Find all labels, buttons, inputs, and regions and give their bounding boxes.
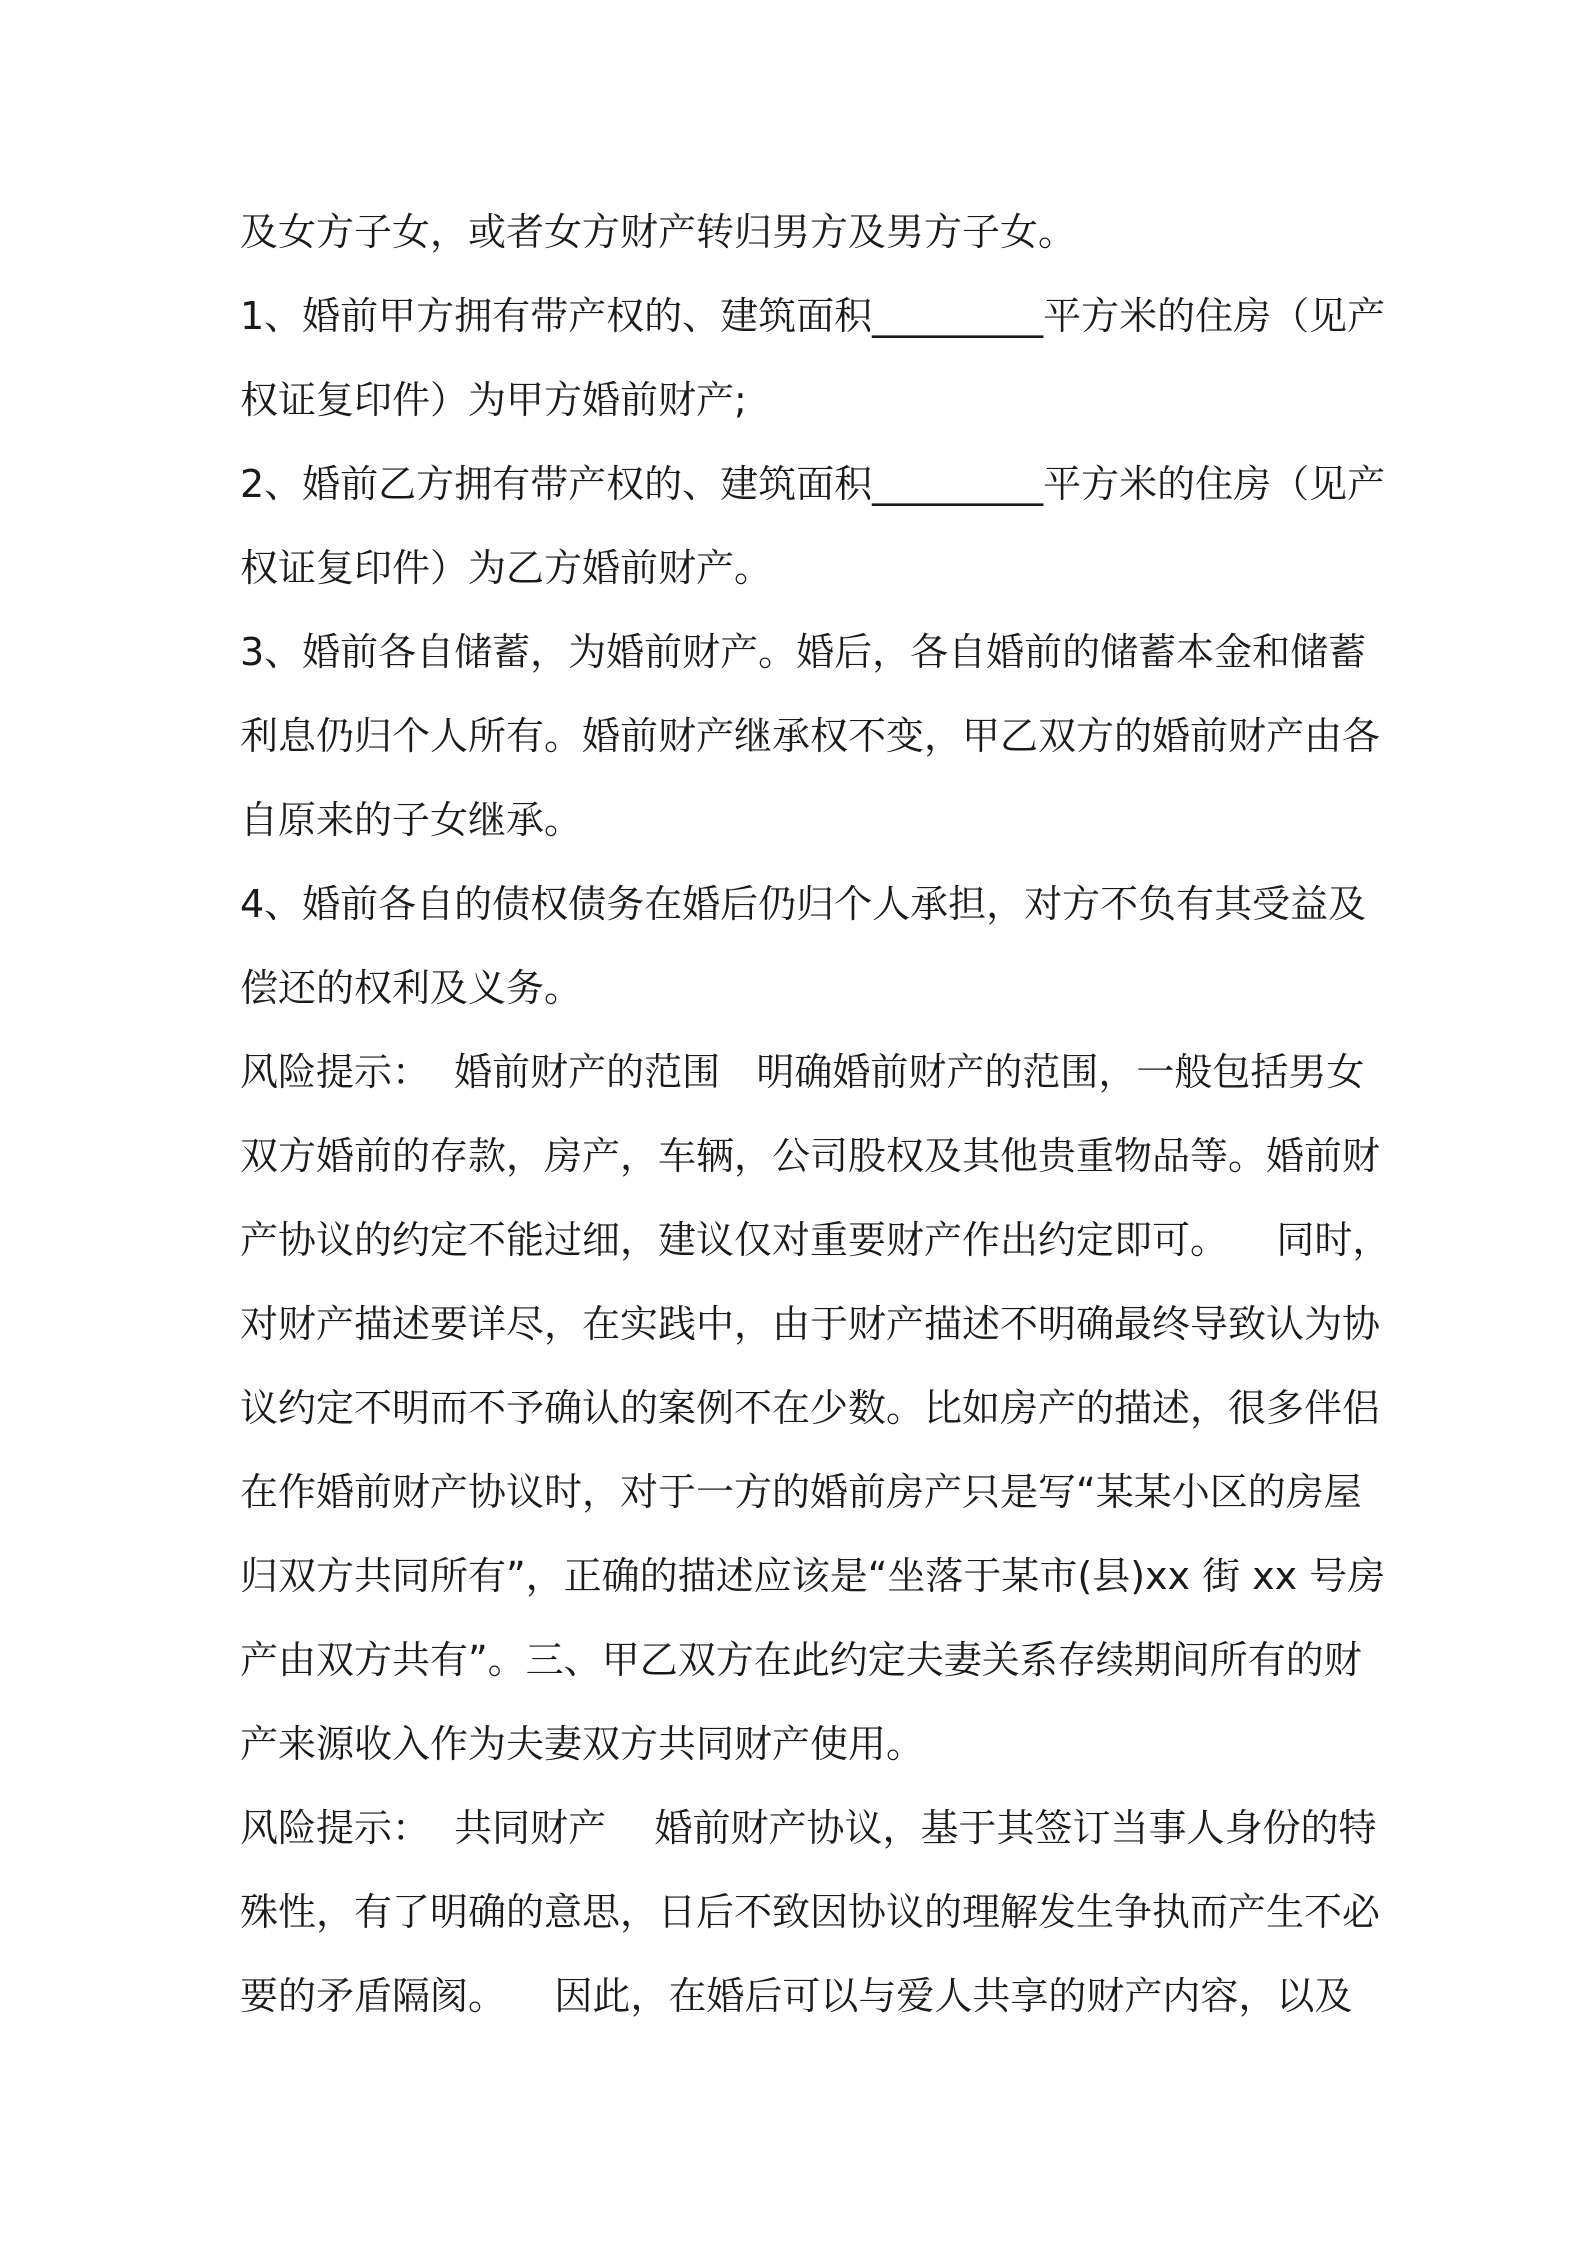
text-line: 自原来的子女继承。 [240, 798, 583, 842]
text-line: 在作婚前财产协议时，对于一方的婚前房产只是写“某某小区的房屋 [240, 1470, 1362, 1514]
text-line: 利息仍归个人所有。婚前财产继承权不变，甲乙双方的婚前财产由各 [240, 714, 1381, 758]
text-line: 对财产描述要详尽，在实践中，由于财产描述不明确最终导致认为协 [240, 1302, 1381, 1346]
text-line: 风险提示： 共同财产 婚前财产协议，基于其签订当事人身份的特 [240, 1806, 1377, 1850]
text-line: 要的矛盾隔阂。 因此，在婚后可以与爱人共享的财产内容，以及 [240, 1974, 1353, 2018]
text-line: 权证复印件）为乙方婚前财产。 [240, 546, 773, 590]
text-line: 偿还的权利及义务。 [240, 966, 583, 1010]
text-line: 双方婚前的存款，房产，车辆，公司股权及其他贵重物品等。婚前财 [240, 1134, 1381, 1178]
text-line: 权证复印件）为甲方婚前财产; [240, 378, 747, 422]
text-line: 风险提示： 婚前财产的范围 明确婚前财产的范围，一般包括男女 [240, 1050, 1365, 1094]
text-line: 3、婚前各自储蓄，为婚前财产。婚后，各自婚前的储蓄本金和储蓄 [240, 630, 1367, 674]
text-line: 议约定不明而不予确认的案例不在少数。比如房产的描述，很多伴侣 [240, 1386, 1381, 1430]
text-line: 产由双方共有”。三、甲乙双方在此约定夫妻关系存续期间所有的财 [240, 1638, 1362, 1682]
text-line: 归双方共同所有”，正确的描述应该是“坐落于某市(县)xx 街 xx 号房 [240, 1554, 1386, 1598]
text-line: 4、婚前各自的债权债务在婚后仍归个人承担，对方不负有其受益及 [240, 882, 1367, 926]
text-line: 2、婚前乙方拥有带产权的、建筑面积_________平方米的住房（见产 [240, 462, 1386, 506]
text-line: 产来源收入作为夫妻双方共同财产使用。 [240, 1722, 925, 1766]
text-line: 产协议的约定不能过细，建议仅对重要财产作出约定即可。 同时， [240, 1218, 1391, 1262]
text-line: 及女方子女，或者女方财产转归男方及男方子女。 [240, 210, 1077, 254]
document-body [240, 190, 1391, 2038]
text-line: 1、婚前甲方拥有带产权的、建筑面积_________平方米的住房（见产 [240, 294, 1386, 338]
text-line: 殊性，有了明确的意思，日后不致因协议的理解发生争执而产生不必 [240, 1890, 1381, 1934]
